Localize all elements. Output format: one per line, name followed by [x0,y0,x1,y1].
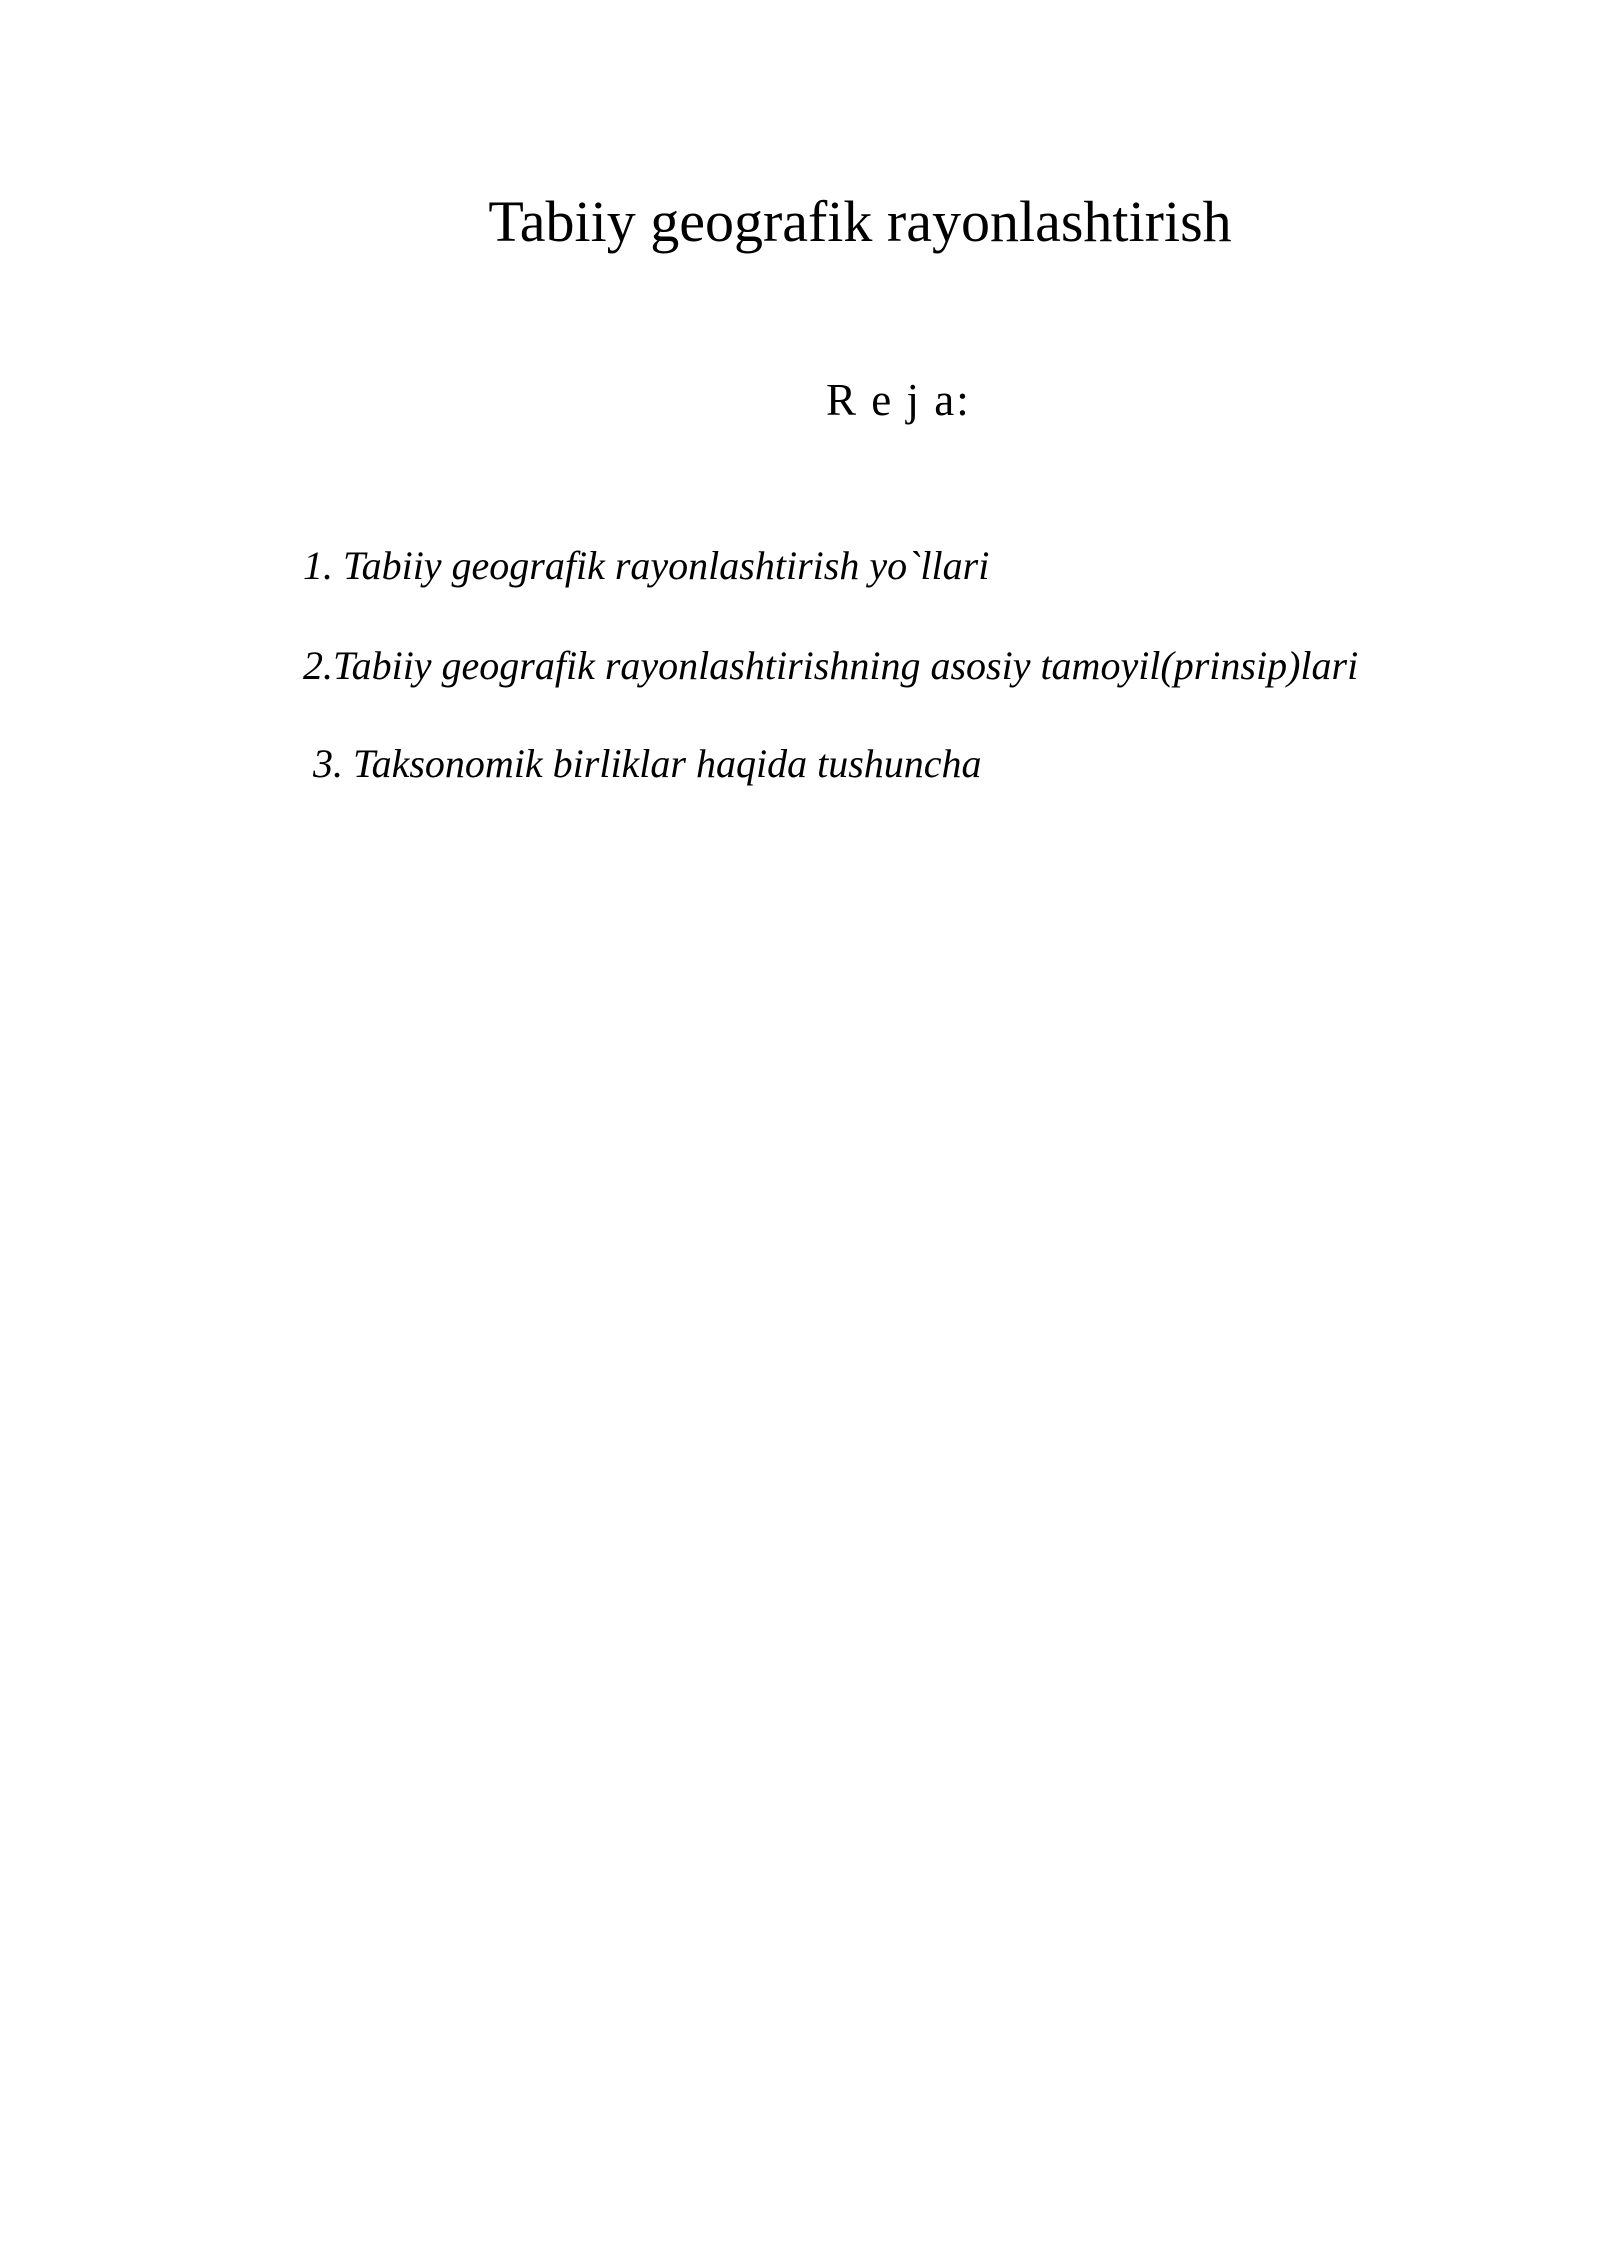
plan-heading: R e j a: [826,375,971,425]
page-title: Tabiiy geografik rayonlashtirish [488,189,1232,254]
plan-item-3: 3. Taksonomik birliklar haqida tushuncha [313,741,982,786]
plan-item-1: 1. Tabiiy geografik rayonlashtirish yo`llari [303,543,990,588]
plan-item-2: 2.Tabiiy geografik rayonlashtirishning asosiy tamoyil(prinsip)lari [303,643,1359,688]
